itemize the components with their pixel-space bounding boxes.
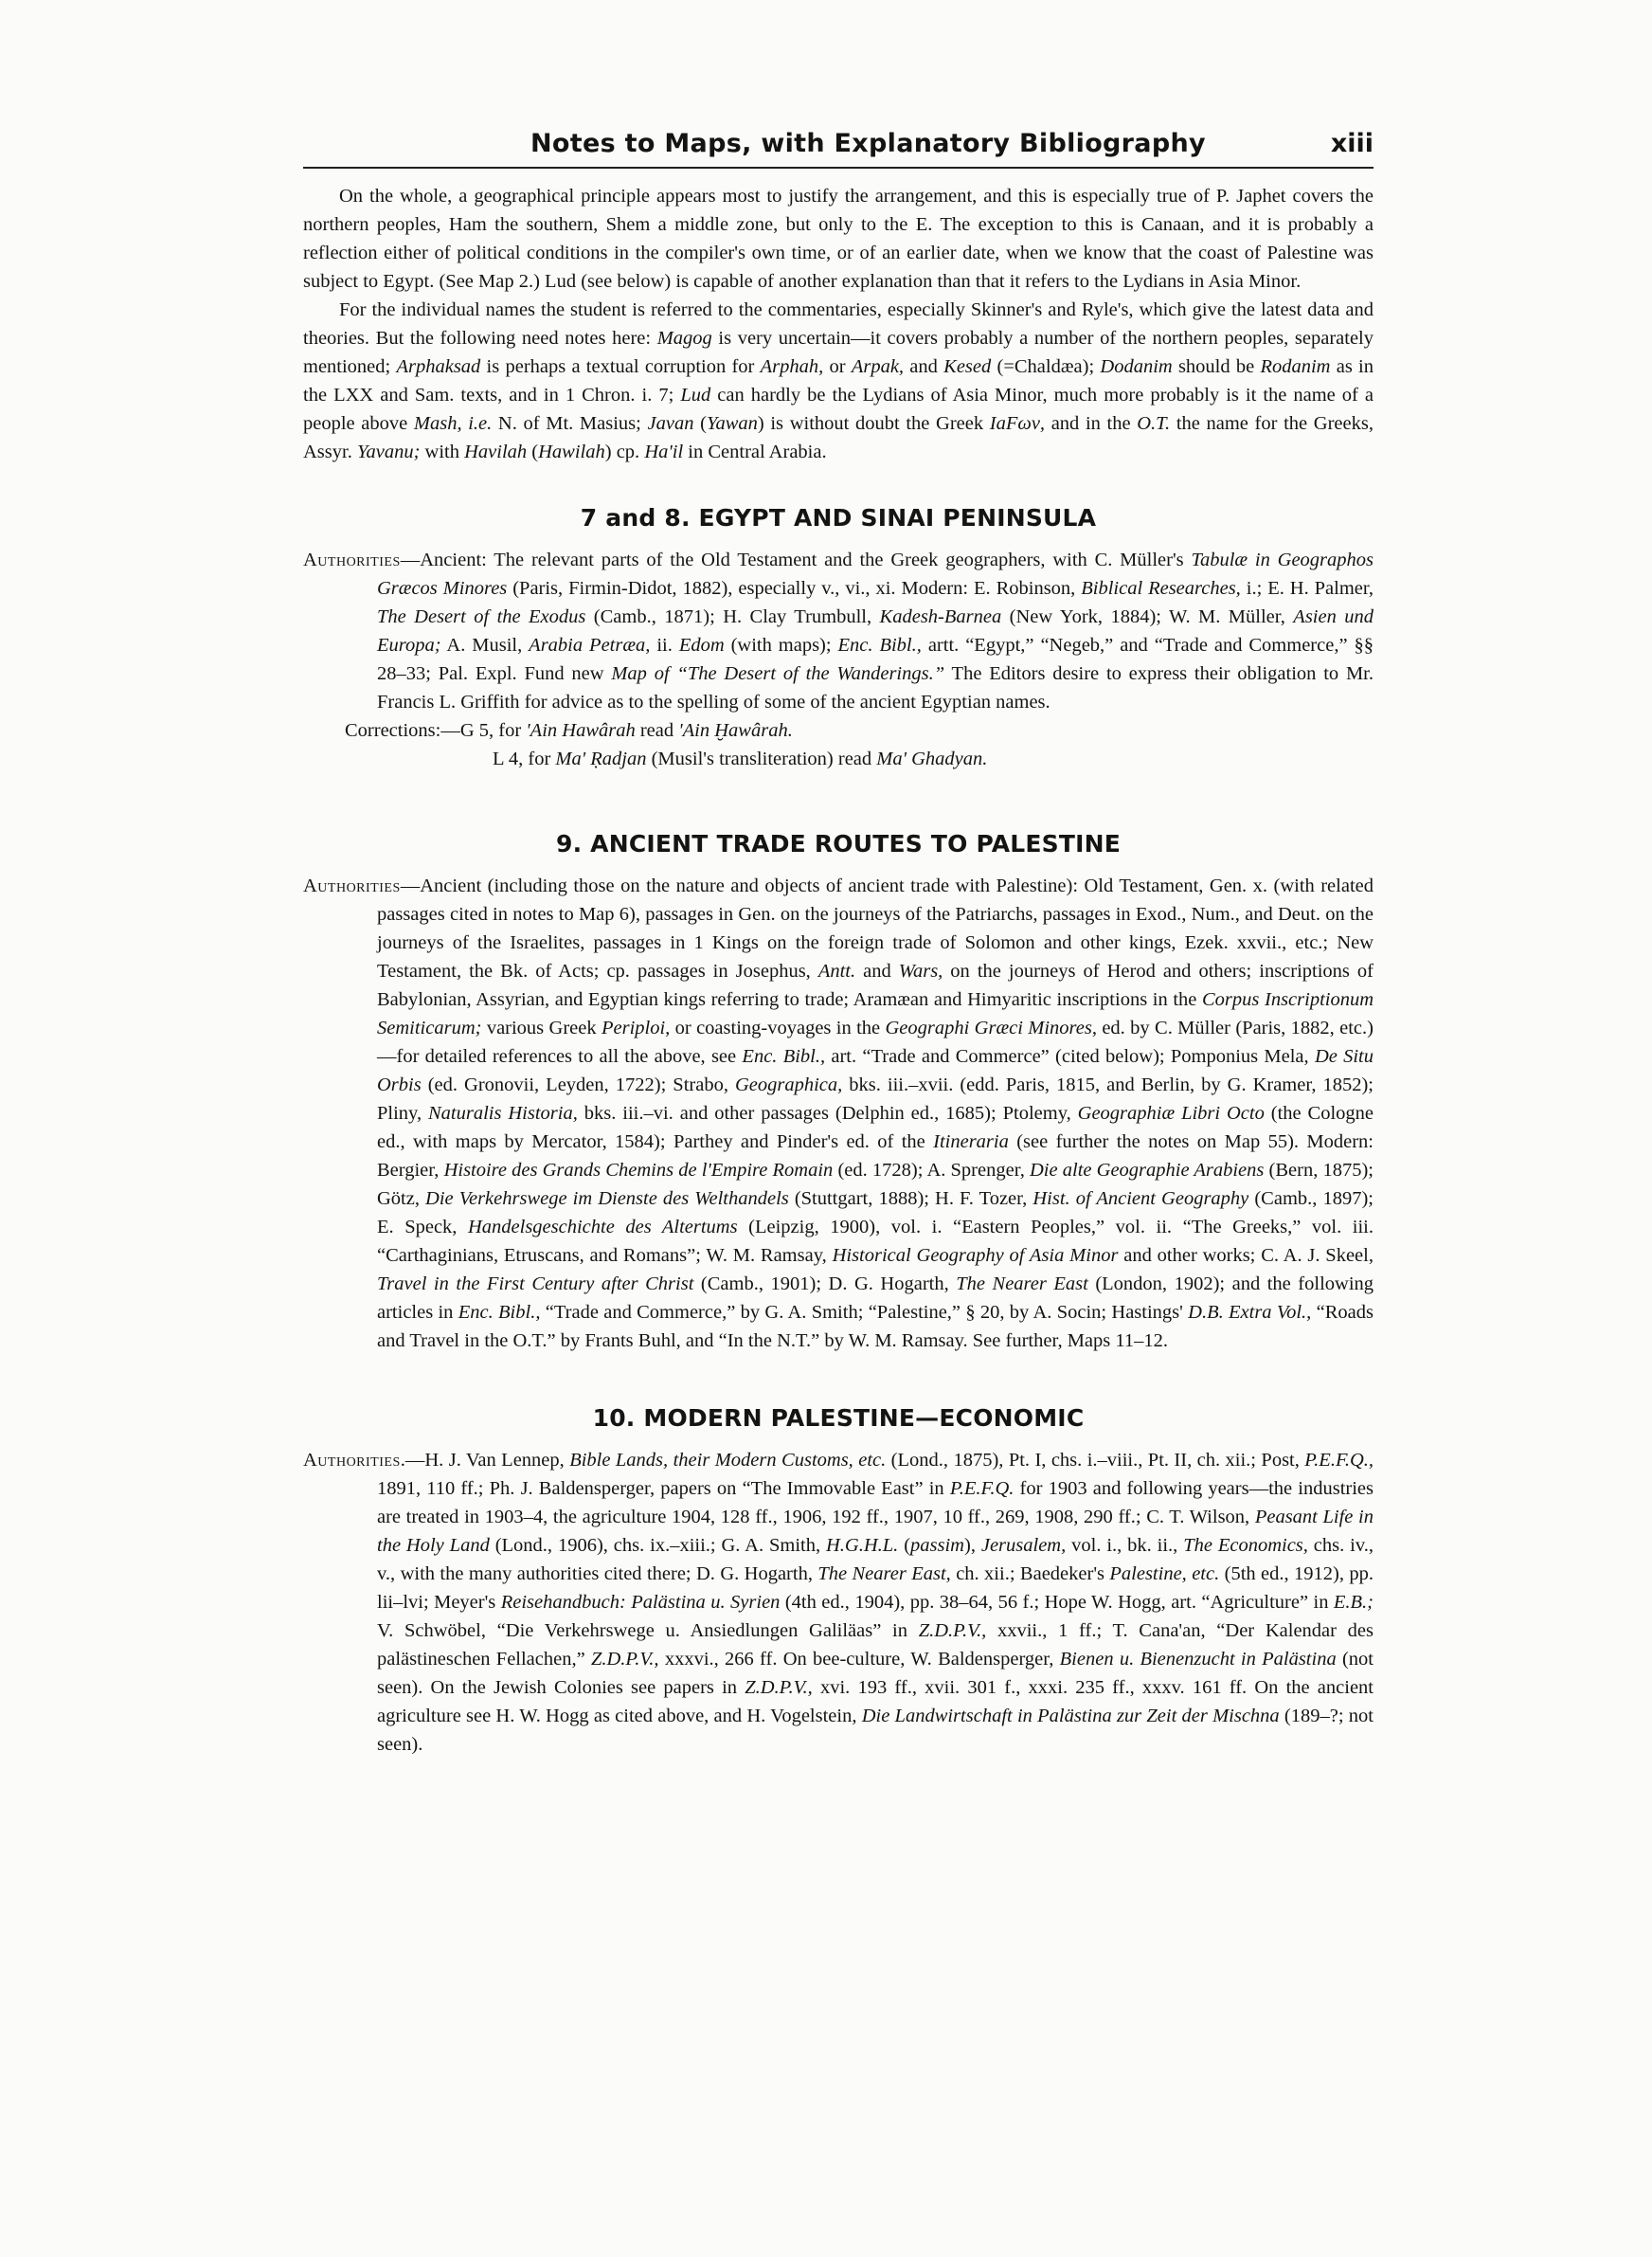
section-heading-modern-palestine: 10. MODERN PALESTINE—ECONOMIC	[592, 1404, 1085, 1432]
page-body	[303, 182, 1374, 1759]
authorities-trade-routes: Authorities—Ancient (including those on the nature and objects of ancient trade with Palestine): Old Testament, Gen. x. (with related passages cited in notes to Map 6), passages in Gen. on the journeys of the Patriarchs, passages in Exod., Num., and Deut. on the journeys of the Israelites, passages in 1 Kings on the foreign trade of Solomon and other kings, Ezek. xxvii., etc.; New Testament, the Bk. of Acts; cp. passages in Josephus, Antt. and Wars, on the journeys of Herod and others; inscriptions of Babylonian, Assyrian, and Egyptian kings referring to trade; Aramæan and Himyaritic inscriptions in the Corpus Inscriptionum Semiticarum; various Greek Periploi, or coasting-voyages in the Geographi Græci Minores, ed. by C. Müller (Paris, 1882, etc.)—for detailed references to all the above, see Enc. Bibl., art. “Trade and Commerce” (cited below); Pomponius Mela, De Situ Orbis (ed. Gronovii, Leyden, 1722); Strabo, Geographica, bks. iii.–xvii. (edd. Paris, 1815, and Berlin, by G. Kramer, 1852); Pliny, Naturalis Historia, bks. iii.–vi. and other passages (Delphin ed., 1685); Ptolemy, Geographiæ Libri Octo (the Cologne ed., with maps by Mercator, 1584); Parthey and Pinder's ed. of the Itineraria (see further the notes on Map 55). Modern: Bergier, Histoire des Grands Chemins de l'Empire Romain (ed. 1728); A. Sprenger, Die alte Geographie Arabiens (Bern, 1875); Götz, Die Verkehrswege im Dienste des Welthandels (Stuttgart, 1888); H. F. Tozer, Hist. of Ancient Geography (Camb., 1897); E. Speck, Handelsgeschichte des Altertums (Leipzig, 1900), vol. i. “Eastern Peoples,” vol. ii. “The Greeks,” vol. iii. “Carthaginians, Etruscans, and Romans”; W. M. Ramsay, Historical Geography of Asia Minor and other works; C. A. J. Skeel, Travel in the First Century after Christ (Camb., 1901); D. G. Hogarth, The Nearer East (London, 1902); and the following articles in Enc. Bibl., “Trade and Commerce,” by G. A. Smith; “Palestine,” § 20, by A. Socin; Hastings' D.B. Extra Vol., “Roads and Travel in the O.T.” by Frants Buhl, and “In the N.T.” by W. M. Ramsay. See further, Maps 11–12.	[303, 876, 1374, 1351]
running-head-title: Notes to Maps, with Explanatory Bibliography	[530, 129, 1206, 158]
intro-paragraph-2: For the individual names the student is referred to the commentaries, especially Skinner's and Ryle's, which give the latest data and theories. But the following need notes here: Magog is very uncertain—it covers probably a number of the northern peoples, separately mentioned; Arphaksad is perhaps a textual corruption for Arphah, or Arpak, and Kesed (=Chaldæa); Dodanim should be Rodanim as in the LXX and Sam. texts, and in 1 Chron. i. 7; Lud can hardly be the Lydians of Asia Minor, much more probably is it the name of a people above Mash, i.e. N. of Mt. Masius; Javan (Yawan) is without doubt the Greek ΙaFων, and in the O.T. the name for the Greeks, Assyr. Yavanu; with Havilah (Hawilah) cp. Ha'il in Central Arabia.	[303, 299, 1374, 462]
authorities-egypt-sinai: Authorities—Ancient: The relevant parts of the Old Testament and the Greek geographers, with C. Müller's Tabulæ in Geographos Græcos Minores (Paris, Firmin-Didot, 1882), especially v., vi., xi. Modern: E. Robinson, Biblical Researches, i.; E. H. Palmer, The Desert of the Exodus (Camb., 1871); H. Clay Trumbull, Kadesh-Barnea (New York, 1884); W. M. Müller, Asien und Europa; A. Musil, Arabia Petræa, ii. Edom (with maps); Enc. Bibl., artt. “Egypt,” “Negeb,” and “Trade and Commerce,” §§ 28–33; Pal. Expl. Fund new Map of “The Desert of the Wanderings.” The Editors desire to express their obligation to Mr. Francis L. Griffith for advice as to the spelling of some of the ancient Egyptian names.	[303, 550, 1374, 713]
corrections-line-2: L 4, for Ma' Ṛadjan (Musil's transliteration) read Ma' Ghadyan.	[493, 749, 988, 769]
authorities-modern-palestine: Authorities.—H. J. Van Lennep, Bible Lands, their Modern Customs, etc. (Lond., 1875), Pt. I, chs. i.–viii., Pt. II, ch. xii.; Post, P.E.F.Q., 1891, 110 ff.; Ph. J. Baldensperger, papers on “The Immovable East” in P.E.F.Q. for 1903 and following years—the industries are treated in 1903–4, the agriculture 1904, 128 ff., 1906, 192 ff., 1907, 10 ff., 269, 1908, 290 ff.; C. T. Wilson, Peasant Life in the Holy Land (Lond., 1906), chs. ix.–xiii.; G. A. Smith, H.G.H.L. (passim), Jerusalem, vol. i., bk. ii., The Economics, chs. iv., v., with the many authorities cited there; D. G. Hogarth, The Nearer East, ch. xii.; Baedeker's Palestine, etc. (5th ed., 1912), pp. lii–lvi; Meyer's Reisehandbuch: Palästina u. Syrien (4th ed., 1904), pp. 38–64, 56 f.; Hope W. Hogg, art. “Agriculture” in E.B.; V. Schwöbel, “Die Verkehrswege u. Ansiedlungen Galiläas” in Z.D.P.V., xxvii., 1 ff.; T. Cana'an, “Der Kalendar des palästineschen Fellachen,” Z.D.P.V., xxxvi., 266 ff. On bee-culture, W. Baldensperger, Bienen u. Bienenzucht in Palästina (not seen). On the Jewish Colonies see papers in Z.D.P.V., xvi. 193 ff., xvii. 301 f., xxxi. 235 ff., xxxv. 161 ff. On the ancient agriculture see H. W. Hogg as cited above, and H. Vogelstein, Die Landwirtschaft in Palästina zur Zeit der Mischna (189–?; not seen).	[303, 1450, 1374, 1755]
page-number: xiii	[1330, 129, 1374, 158]
intro-paragraph-1: On the whole, a geographical principle appears most to justify the arrangement, and this is especially true of P. Japhet covers the northern peoples, Ham the southern, Shem a middle zone, but only to the E. The exception to this is Canaan, and it is probably a reflection either of political conditions in the compiler's own time, or of an earlier date, when we know that the coast of Palestine was subject to Egypt. (See Map 2.) Lud (see below) is capable of another explanation than that it refers to the Lydians in Asia Minor.	[303, 186, 1374, 292]
section-heading-egypt-sinai: 7 and 8. EGYPT AND SINAI PENINSULA	[580, 504, 1097, 532]
running-head	[303, 129, 1374, 169]
section-heading-trade-routes: 9. ANCIENT TRADE ROUTES TO PALESTINE	[555, 830, 1122, 858]
corrections-line-1: Corrections:—G 5, for 'Ain Hawârah read 'Ain Ḫawârah.	[345, 720, 793, 741]
